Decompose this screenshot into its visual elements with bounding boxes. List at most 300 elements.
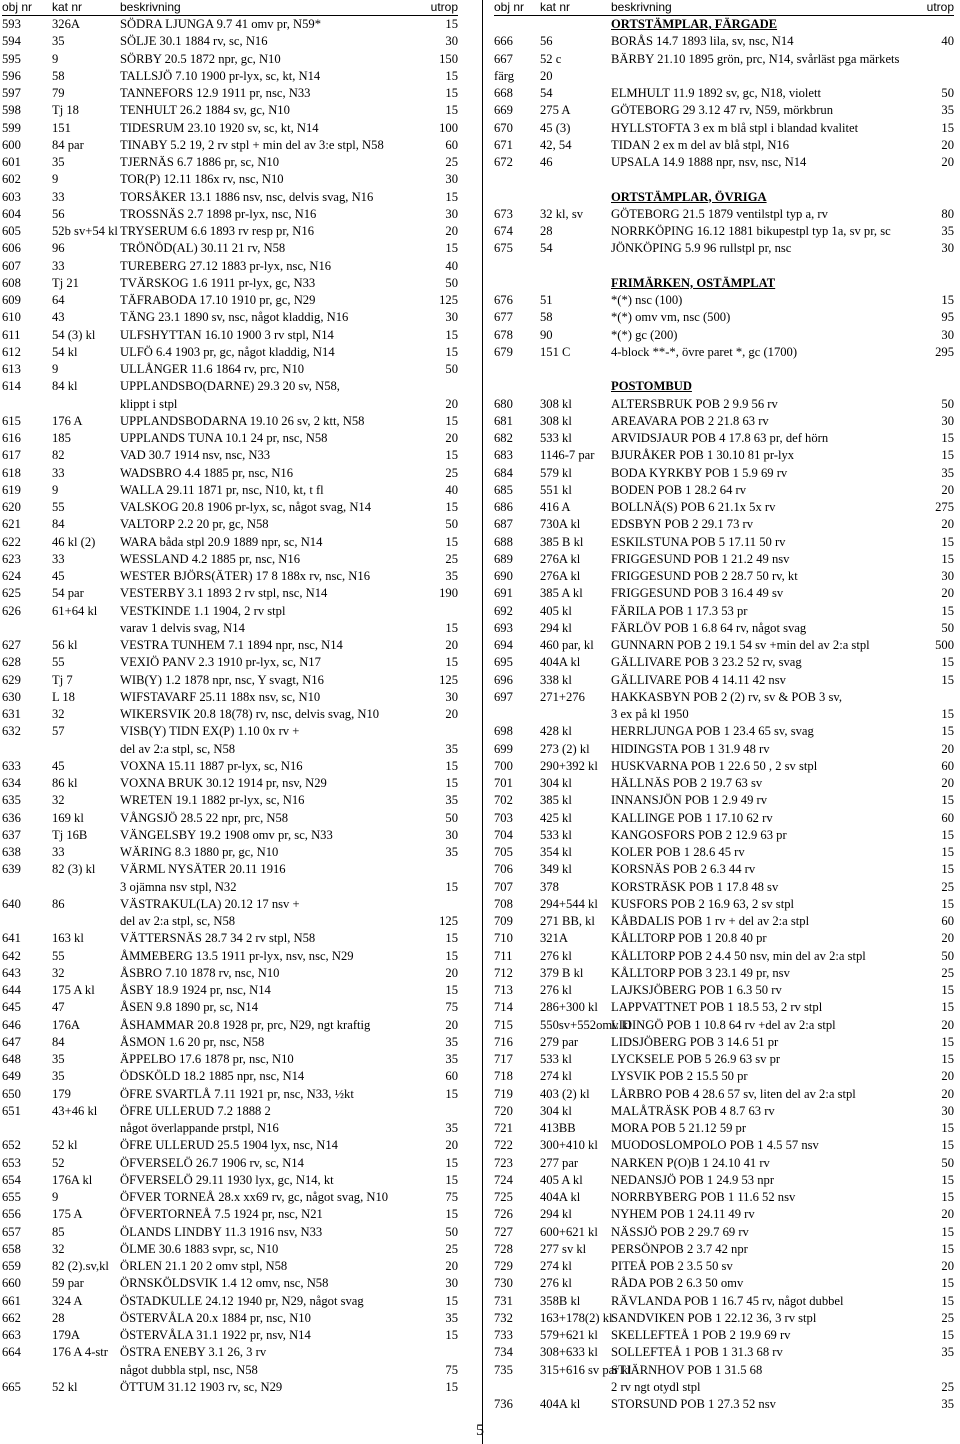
lot-row [2,430,458,447]
lot-row [494,33,954,50]
lot-number: 671 [494,137,513,152]
lot-number: 698 [494,724,513,739]
lot-number: 670 [494,120,513,135]
catalog-number: 276 kl [540,983,572,997]
lot-row [494,361,954,378]
lot-description: GÄLLIVARE POB 3 23.2 52 rv, svag [611,655,802,670]
catalog-number: 405 A kl [540,1172,583,1187]
lot-number: 619 [2,482,21,497]
lot-number: 654 [2,1172,21,1187]
lot-row [2,482,458,499]
catalog-number: L 18 [52,689,75,704]
catalog-number: 304 kl [540,776,572,790]
lot-row [2,1379,458,1396]
section-title: POSTOMBUD [611,379,692,394]
lot-row [494,1224,954,1241]
catalog-number: 460 par, kl [540,638,594,652]
lot-description: TENHULT 26.2 1884 sv, gc, N10 [120,103,290,118]
lot-description: VÄSTRAKUL(LA) 20.12 17 nsv + [120,896,300,911]
lot-number: 615 [2,413,21,428]
lot-number: 637 [2,827,21,842]
lot-number: 601 [2,155,21,169]
catalog-number: 33 [52,845,65,859]
lot-description: ULFSHYTTAN 16.10 1900 3 rv stpl, N14 [120,327,334,342]
lot-description: KALLINGE POB 1 17.10 62 rv [611,810,773,825]
lot-row [494,896,954,913]
lot-number: 716 [494,1034,513,1049]
catalog-number: 43+46 kl [52,1103,98,1118]
lot-description: ÄPPELBO 17.6 1878 pr, nsc, N10 [120,1052,294,1066]
starting-price: 125 [439,672,458,687]
lot-number: 676 [494,293,513,307]
lot-number: 620 [2,500,21,514]
starting-price: 15 [445,1172,458,1187]
catalog-number: 9 [52,172,59,187]
lot-row [494,1344,954,1361]
lot-row [494,1241,954,1258]
right-column [494,0,954,1413]
lot-row [494,827,954,844]
lot-row [494,930,954,947]
starting-price: 190 [439,586,458,601]
starting-price: 15 [941,896,954,911]
starting-price: 25 [445,551,458,566]
lot-row [2,654,458,671]
lot-description: KÅLLTORP POB 1 20.8 40 pr [611,931,767,946]
lot-row [494,154,954,171]
lot-row [494,913,954,930]
starting-price: 30 [941,1103,954,1118]
lot-row [494,810,954,827]
lot-row [494,534,954,551]
lot-description: *(*) omv vm, nsc (500) [611,310,731,325]
lot-description: HUSKVARNA POB 1 22.6 50 , 2 sv stpl [611,758,818,773]
lot-number: 638 [2,845,21,859]
lot-row [2,689,458,706]
lot-number: 678 [494,327,513,342]
catalog-number: 56 [540,34,553,49]
lot-row [2,327,458,344]
lot-description: VESTKINDE 1.1 1904, 2 rv stpl [120,603,286,618]
starting-price: 35 [941,465,954,480]
lot-description: VÄNGELSBY 19.2 1908 omv pr, sc, N33 [120,827,333,842]
starting-price: 20 [941,1069,954,1084]
lot-row [494,1310,954,1327]
starting-price: 30 [445,1276,458,1291]
catalog-number: 600+621 kl [540,1224,598,1239]
lot-number: 624 [2,569,21,583]
lot-row [494,102,954,119]
catalog-number: 533 kl [540,1052,572,1066]
lot-number: 629 [2,672,21,687]
lot-number: 656 [2,1207,21,1222]
lot-description: ARVIDSJAUR POB 4 17.8 63 pr, def hörn [611,431,829,445]
starting-price: 35 [445,1310,458,1325]
lot-description: TVÄRSKOG 1.6 1911 pr-lyx, gc, N33 [120,275,316,290]
lot-number: 726 [494,1207,513,1222]
lot-description: VALTORP 2.2 20 pr, gc, N58 [120,517,269,532]
starting-price: 30 [941,569,954,583]
starting-price: 50 [941,396,954,411]
lot-description: UPSALA 14.9 1888 npr, nsv, nsc, N14 [611,155,807,169]
lot-row [2,189,458,206]
lot-description: *(*) nsc (100) [611,293,683,307]
catalog-number: 276A kl [540,569,581,583]
lot-row [494,292,954,309]
lot-number: 643 [2,965,21,980]
lot-description: TUREBERG 27.12 1883 pr-lyx, nsc, N16 [120,258,332,273]
lot-description: MORA POB 5 21.12 59 pr [611,1121,747,1135]
lot-row [2,810,458,827]
lot-number: 729 [494,1259,513,1273]
lot-description: AREAVARA POB 2 21.8 63 rv [611,413,769,428]
lot-description: KORSTRÄSK POB 1 17.8 48 sv [611,879,779,894]
lot-description: VESTRA TUNHEM 7.1 1894 npr, nsc, N14 [120,638,343,652]
lot-description: GUNNARN POB 2 19.1 54 sv +min del av 2:a stpl [611,638,870,652]
lot-number: 736 [494,1397,513,1411]
lot-description: HIDINGSTA POB 1 31.9 48 rv [611,741,770,756]
lot-description: del av 2:a stpl, sc, N58 [120,741,236,756]
starting-price: 15 [941,655,954,670]
catalog-number: 45 (3) [540,120,571,135]
lot-row [2,292,458,309]
lot-description: WARA båda stpl 20.9 1889 npr, sc, N14 [120,534,323,549]
starting-price: 60 [445,137,458,152]
lot-description: TÄFRABODA 17.10 1910 pr, gc, N29 [120,293,316,307]
lot-number: 661 [2,1293,21,1308]
catalog-number: 96 [52,241,65,256]
catalog-number: 54 [540,241,553,256]
catalog-number: 52 kl [52,1379,78,1394]
catalog-number: 176 A [52,413,83,428]
starting-price: 50 [445,810,458,825]
lot-row [494,309,954,326]
catalog-number: 169 kl [52,810,84,825]
catalog-number: Tj 18 [52,103,79,118]
lot-description: VÄRML NYSÄTER 20.11 1916 [120,862,286,877]
starting-price: 15 [941,448,954,463]
starting-price: 35 [445,569,458,583]
lot-row [494,654,954,671]
lot-number: 707 [494,879,513,894]
starting-price: 20 [941,517,954,532]
catalog-number: 151 [52,120,71,135]
lot-number: 667 [494,51,513,66]
catalog-number: 79 [52,86,65,100]
lot-row [494,603,954,620]
lot-number: 635 [2,793,21,808]
catalog-number: 428 kl [540,724,572,739]
catalog-number: 28 [52,1310,65,1325]
catalog-number: 56 kl [52,638,78,652]
section-title: FRIMÄRKEN, OSTÄMPLAT [611,275,776,290]
lot-number: 611 [2,327,21,342]
lot-description: ÖSTERVÅLA 31.1 1922 pr, nsv, N14 [120,1328,311,1342]
catalog-number: 379 B kl [540,965,584,980]
lot-description: RÅDA POB 2 6.3 50 omv [611,1276,744,1291]
catalog-number: 58 [52,68,65,83]
lot-number: 728 [494,1241,513,1256]
lot-number: 599 [2,120,21,135]
starting-price: 20 [445,965,458,980]
lot-description: WALLA 29.11 1871 pr, nsc, N10, kt, t fl [120,482,324,497]
lot-description: ULLÅNGER 11.6 1864 rv, prc, N10 [120,362,305,376]
lot-row [494,85,954,102]
catalog-number: 176A [52,1017,80,1032]
lot-number: 675 [494,241,513,256]
lot-description: NEDANSJÖ POB 1 24.9 53 npr [611,1172,775,1187]
lot-row [494,723,954,740]
catalog-number: 86 kl [52,776,78,790]
lot-row [494,775,954,792]
lot-number: 598 [2,103,21,118]
lot-row [2,1034,458,1051]
lot-row [494,120,954,137]
starting-price: 50 [941,620,954,635]
catalog-number: 35 [52,1069,65,1084]
catalog-number: 57 [52,724,65,739]
lot-row [2,672,458,689]
lot-number: 666 [494,34,513,49]
lot-row [2,792,458,809]
lot-description: WADSBRO 4.4 1885 pr, nsc, N16 [120,465,294,480]
lot-number: 634 [2,776,21,790]
lot-row [494,1275,954,1292]
lot-row [2,85,458,102]
lot-row [2,741,458,758]
lot-number: 693 [494,620,513,635]
catalog-number: 358B kl [540,1293,581,1308]
catalog-number: 271 BB, kl [540,914,595,928]
section-heading [494,275,954,292]
catalog-number: 300+410 kl [540,1138,598,1153]
lot-number: 606 [2,241,21,256]
starting-price: 100 [439,120,458,135]
catalog-number: 271+276 [540,689,585,704]
lot-number: 645 [2,1000,21,1015]
catalog-number: 294 kl [540,1207,572,1222]
lot-row [494,516,954,533]
lot-number: 641 [2,931,21,946]
lot-description: TIDESRUM 23.10 1920 sv, sc, kt, N14 [120,120,319,135]
catalog-number: 274 kl [540,1069,572,1084]
lot-description: NYHEM POB 1 24.11 49 rv [611,1207,755,1222]
catalog-number: 425 kl [540,810,572,825]
lot-description: något överlappande prstpl, N16 [120,1121,279,1135]
lot-description: ÅMMEBERG 13.5 1911 pr-lyx, nsv, nsc, N29 [120,948,354,963]
lot-row [494,1086,954,1103]
starting-price: 15 [445,103,458,118]
catalog-number: 64 [52,293,65,307]
lot-description: LAPPVATTNET POB 1 18.5 53, 2 rv stpl [611,1000,823,1015]
starting-price: 15 [445,241,458,256]
lot-description: VOXNA BRUK 30.12 1914 pr, nsv, N29 [120,776,327,790]
lot-number: 609 [2,293,21,307]
lot-number: 621 [2,517,21,532]
lot-row [2,1189,458,1206]
catalog-number: 85 [52,1224,65,1239]
starting-price: 15 [941,724,954,739]
lot-row [2,378,458,395]
starting-price: 25 [941,879,954,894]
lot-row [494,1396,954,1413]
catalog-number: 32 [52,1241,65,1256]
starting-price: 15 [941,1034,954,1049]
catalog-number: 324 A [52,1293,83,1308]
catalog-number: 1146-7 par [540,448,595,463]
starting-price: 20 [941,137,954,152]
lot-row [2,1344,458,1361]
catalog-number: 54 kl [52,344,78,359]
lot-number: 613 [2,362,21,376]
lot-row [494,240,954,257]
lot-description: varav 1 delvis svag, N14 [120,620,245,635]
lot-number: 617 [2,448,21,463]
lot-number: 657 [2,1224,21,1239]
catalog-number: 33 [52,551,65,566]
lot-row [494,1120,954,1137]
lot-number: 600 [2,137,21,152]
lot-description: ÖFVERSELÖ 26.7 1906 rv, sc, N14 [120,1155,304,1170]
lot-number: 640 [2,896,21,911]
starting-price: 15 [941,1293,954,1308]
lot-description: VÅNGSJÖ 28.5 22 npr, prc, N58 [120,810,289,825]
lot-number: 684 [494,465,513,480]
lot-number: 718 [494,1069,513,1084]
catalog-number: 45 [52,758,65,773]
lot-number: 685 [494,482,513,497]
catalog-number: 42, 54 [540,137,572,152]
lot-number: 688 [494,534,513,549]
starting-price: 40 [445,258,458,273]
lot-row [494,637,954,654]
lot-row [2,1258,458,1275]
lot-row [494,948,954,965]
lot-row [494,206,954,223]
lot-number: 703 [494,810,513,825]
lot-number: 612 [2,344,21,359]
starting-price: 50 [941,1155,954,1170]
starting-price: 15 [941,1276,954,1291]
starting-price: 20 [941,776,954,790]
lot-description: TIDAN 2 ex m del av blå stpl, N16 [611,137,790,152]
starting-price: 15 [445,344,458,359]
catalog-number: Tj 21 [52,275,79,290]
lot-description: VESTERBY 3.1 1893 2 rv stpl, nsc, N14 [120,586,328,601]
lot-row [2,982,458,999]
lot-number: 680 [494,396,513,411]
lot-number: 705 [494,845,513,859]
lot-number: 672 [494,155,513,169]
lot-description: FÄRLÖV POB 1 6.8 64 rv, något svag [611,620,807,635]
lot-description: TRÖNÖD(AL) 30.11 21 rv, N58 [120,241,286,256]
lot-number: 597 [2,86,21,100]
starting-price: 15 [941,1241,954,1256]
starting-price: 15 [941,1121,954,1135]
lot-row [494,792,954,809]
starting-price: 25 [941,1310,954,1325]
lot-description: INNANSJÖN POB 1 2.9 49 rv [611,793,768,808]
starting-price: 20 [941,155,954,169]
lot-row [2,275,458,292]
starting-price: 60 [941,758,954,773]
lot-number: 636 [2,810,21,825]
lot-description: LIDSJÖBERG POB 3 14.6 51 pr [611,1034,779,1049]
lot-description: SKELLEFTEÅ 1 POB 2 19.9 69 rv [611,1328,791,1342]
lot-row [2,1086,458,1103]
lot-description: TORSÅKER 13.1 1886 nsv, nsc, delvis svag, N16 [120,189,374,204]
catalog-number: 551 kl [540,482,572,497]
lot-number: 593 [2,17,21,31]
lot-row [494,1137,954,1154]
catalog-number: 46 kl (2) [52,534,96,549]
catalog-number: 20 [540,68,553,83]
starting-price: 15 [941,1172,954,1187]
lot-row [494,327,954,344]
lot-description: FRIGGESUND POB 1 21.2 49 nsv [611,551,790,566]
lot-number: färg [494,68,515,83]
header-obj-nr: obj nr [2,0,33,14]
lot-description: HÄLLNÄS POB 2 19.7 63 sv [611,776,763,790]
lot-number: 720 [494,1103,513,1118]
lot-number: 646 [2,1017,21,1032]
catalog-number: 308 kl [540,413,572,428]
lot-description: SÖDRA LJUNGA 9.7 41 omv pr, N59* [120,17,322,31]
lot-row [494,1379,954,1396]
lot-number: 668 [494,86,513,100]
lot-description: 4-block **-*, övre paret *, gc (1700) [611,344,798,359]
lot-row [494,1155,954,1172]
lot-row [494,706,954,723]
lot-number: 725 [494,1190,513,1204]
lot-row [2,758,458,775]
lot-row [2,930,458,947]
starting-price: 15 [941,551,954,566]
starting-price: 15 [445,327,458,342]
catalog-number: 176 A 4-str [52,1345,108,1360]
catalog-number: 82 (2).sv,kl [52,1259,109,1273]
lot-row [2,16,458,33]
lot-row [2,154,458,171]
catalog-number: 294+544 kl [540,896,598,911]
lot-row [2,137,458,154]
lot-description: SÖLJE 30.1 1884 rv, sc, N16 [120,34,268,49]
lot-description: ÅSMON 1.6 20 pr, nsc, N58 [120,1034,265,1049]
lot-number: 711 [494,948,513,963]
starting-price: 20 [941,1017,954,1032]
starting-price: 15 [941,862,954,877]
catalog-number: 326A [52,17,80,31]
lot-description: KOLER POB 1 28.6 45 rv [611,845,745,859]
lot-number: 674 [494,224,513,238]
starting-price: 25 [445,155,458,169]
starting-price: 60 [941,810,954,825]
lot-row [494,258,954,275]
catalog-number: 304 kl [540,1103,572,1118]
starting-price: 30 [445,689,458,704]
lot-number: 647 [2,1034,21,1049]
lot-description: ÖDSKÖLD 18.2 1885 npr, nsc, N14 [120,1069,305,1084]
catalog-number: 59 par [52,1276,84,1291]
lot-number: 696 [494,672,513,687]
lot-number: 660 [2,1276,21,1291]
catalog-number: 163 kl [52,931,84,946]
catalog-number: 90 [540,327,553,342]
catalog-number: 9 [52,482,59,497]
lot-row [494,1034,954,1051]
lot-row [2,775,458,792]
lot-number: 712 [494,965,513,980]
